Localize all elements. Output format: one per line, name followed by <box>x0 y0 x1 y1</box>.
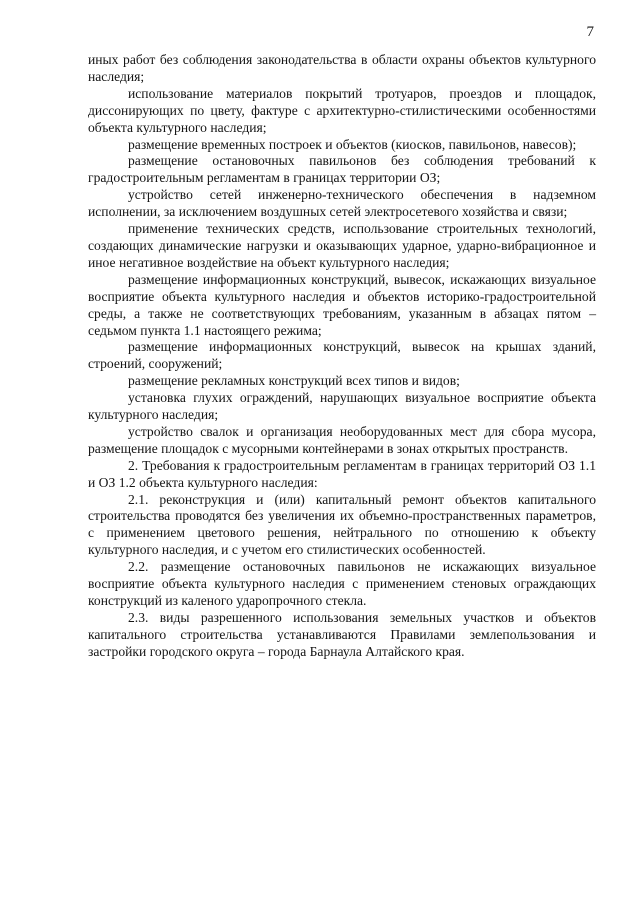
paragraph-technical-means: применение технических средств, использование строительных технологий, создающих динамические нагрузки и оказывающих ударное, ударно-вибрационное и иное негативное воздействие на объект культурного наследия; <box>88 221 596 270</box>
paragraph-bus-stops: размещение остановочных павильонов без соблюдения требований к градостроительным регламентам в границах территории ОЗ; <box>88 153 596 186</box>
paragraph-section-2: 2. Требования к градостроительным регламентам в границах территорий ОЗ 1.1 и ОЗ 1.2 объекта культурного наследия: <box>88 457 596 490</box>
document-body <box>88 52 596 661</box>
paragraph-continuation: иных работ без соблюдения законодательства в области охраны объектов культурного наследия; <box>88 52 596 84</box>
paragraph-roof-signs: размещение информационных конструкций, вывесок на крышах зданий, строений, сооружений; <box>88 339 596 372</box>
paragraph-paving-materials: использование материалов покрытий тротуаров, проездов и площадок, диссонирующих по цвету, фактуре с архитектурно-стилистическими особенностями объекта культурного наследия; <box>88 85 596 135</box>
paragraph-section-2-2: 2.2. размещение остановочных павильонов не искажающих визуальное восприятие объекта культурного наследия с применением стеновых ограждающих конструкций из каленого ударопрочного стекла. <box>88 559 596 608</box>
paragraph-section-2-3: 2.3. виды разрешенного использования земельных участков и объектов капитального строительства устанавливаются Правилами землепользования и застройки городского округа – города Барнаула Алтайского края. <box>88 609 596 659</box>
paragraph-utility-networks: устройство сетей инженерно-технического обеспечения в надземном исполнении, за исключением воздушных сетей электросетевого хозяйства и связи; <box>88 187 596 220</box>
paragraph-advertising: размещение рекламных конструкций всех типов и видов; <box>128 373 460 389</box>
paragraph-information-structures: размещение информационных конструкций, вывесок, искажающих визуальное восприятие объекта культурного наследия и объектов историко-градостроительной среды, а также не соответствующих требованиям, указанным в абзацах пятом – седьмом пункта 1.1 настоящего режима; <box>88 271 596 338</box>
page-number: 7 <box>586 24 594 40</box>
paragraph-temporary-structures: размещение временных построек и объектов (киосков, павильонов, навесов); <box>128 136 577 152</box>
paragraph-fences: установка глухих ограждений, нарушающих визуальное восприятие объекта культурного наследия; <box>88 390 596 423</box>
paragraph-section-2-1: 2.1. реконструкция и (или) капитальный ремонт объектов капитального строительства проводятся без увеличения их объемно-пространственных параметров, с применением цветового решения, нейтрального по отношению к объекту культурного наследия, и с учетом его стилистических особенностей. <box>88 491 596 558</box>
paragraph-waste: устройство свалок и организация необорудованных мест для сбора мусора, размещение площадок с мусорными контейнерами в зонах открытых пространств. <box>88 423 596 456</box>
